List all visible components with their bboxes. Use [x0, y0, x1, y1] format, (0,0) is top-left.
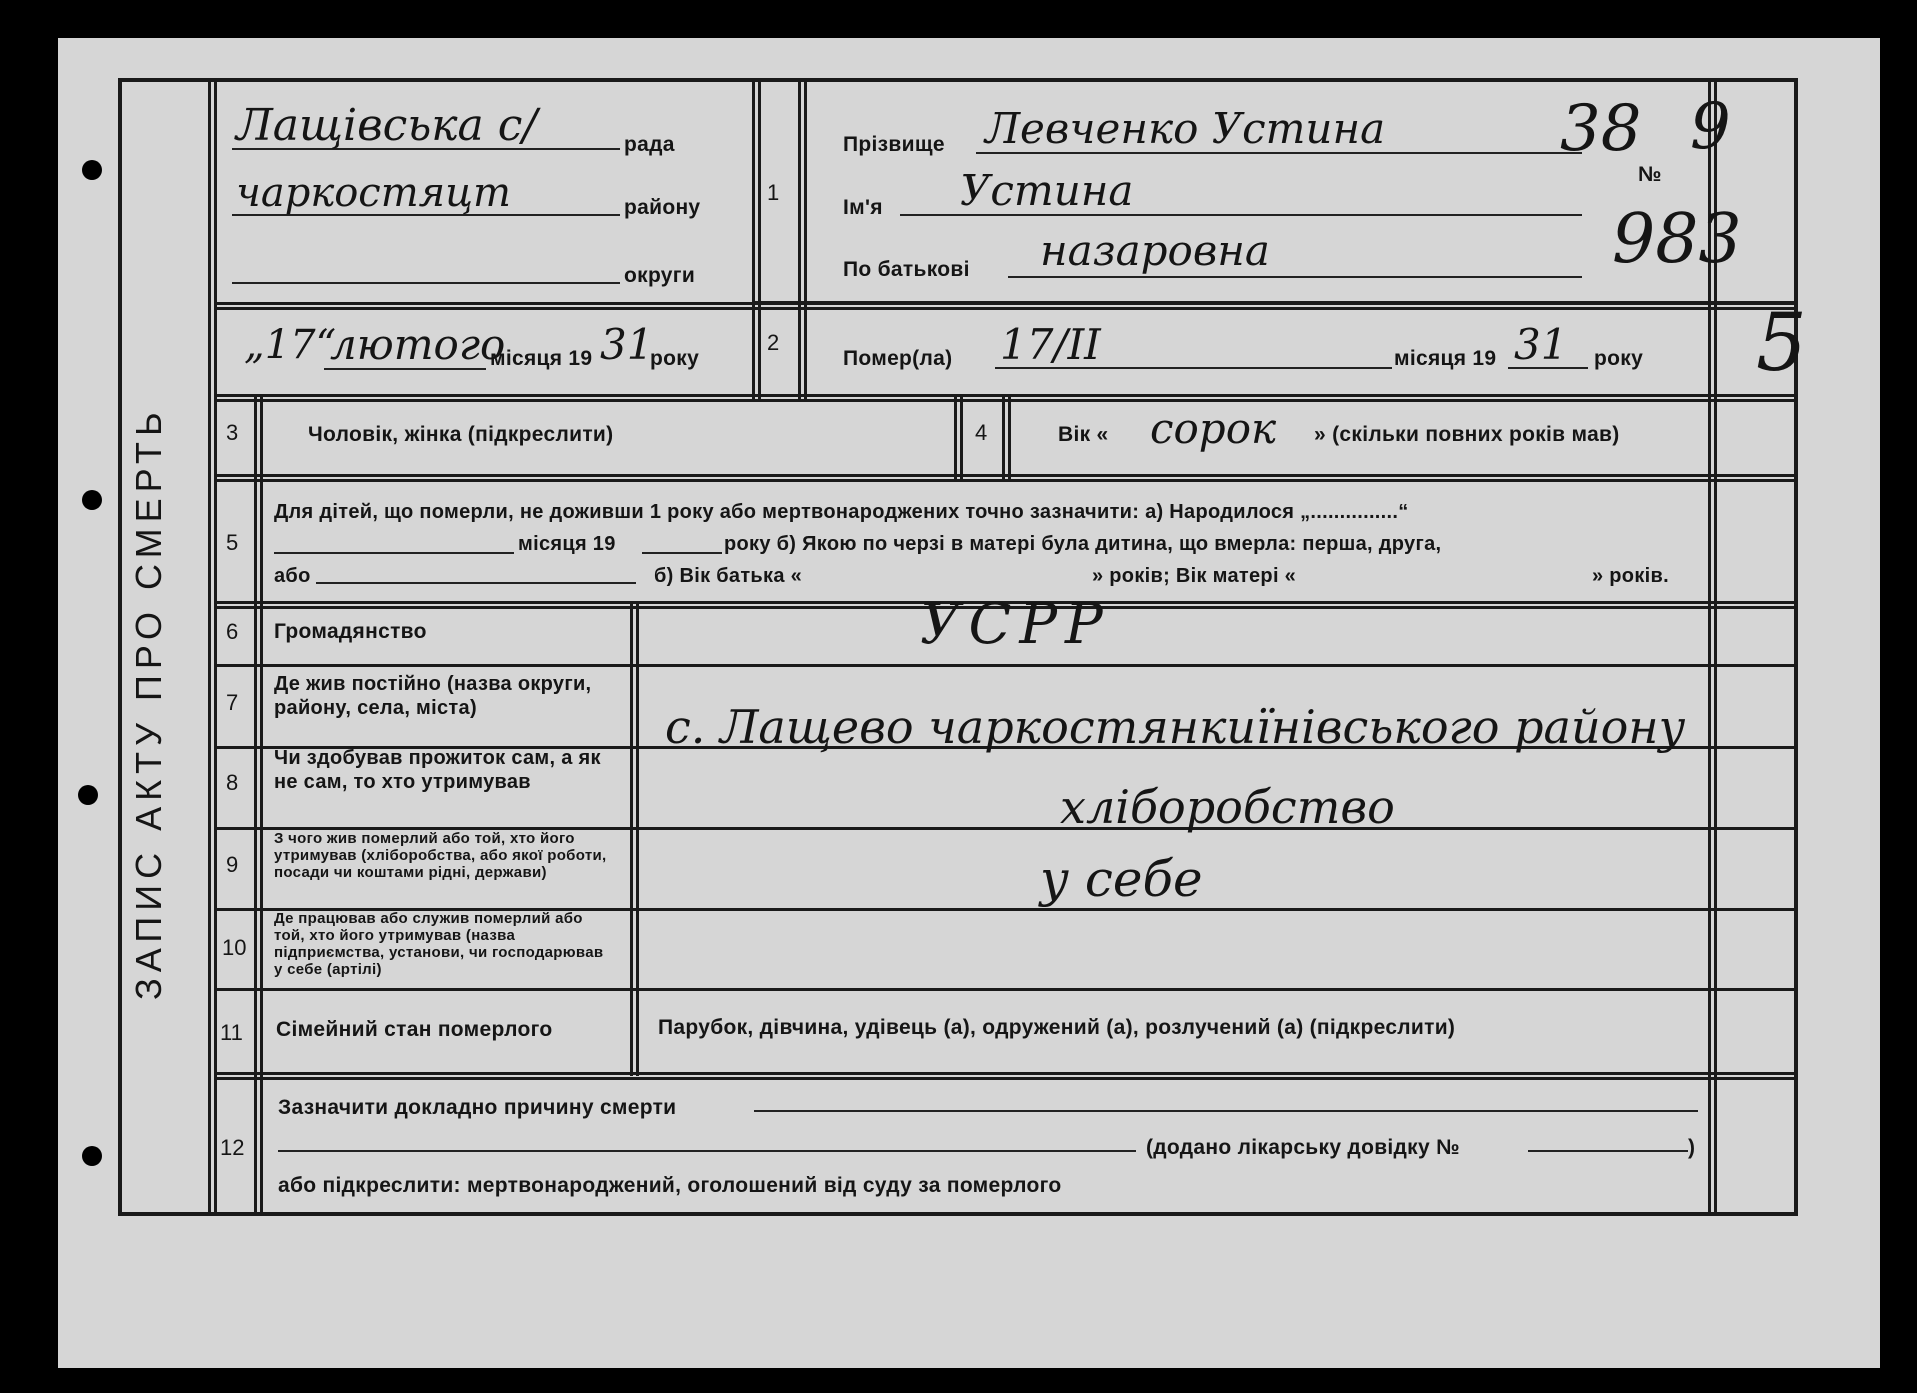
- okruh-label: округи: [624, 264, 696, 287]
- infant-line-3a: або: [274, 565, 311, 587]
- died-value: 17/II: [1000, 320, 1101, 369]
- punch-hole: [78, 785, 98, 805]
- row-number: 7: [226, 690, 239, 715]
- rada-value: Лащівська с/: [236, 100, 538, 151]
- surname-label: Прізвище: [843, 133, 945, 156]
- marital-status-label: Сімейний стан померлого: [276, 1018, 553, 1041]
- rayon-value: чаркостяцт: [236, 170, 511, 216]
- date-month-label: місяця 19: [490, 347, 593, 370]
- citizenship-label: Громадянство: [274, 620, 427, 643]
- rada-label: рада: [624, 133, 675, 156]
- row-number: 4: [975, 420, 988, 445]
- row-number: 1: [767, 180, 780, 205]
- row-number: 10: [222, 935, 247, 960]
- row-number: 6: [226, 619, 239, 644]
- row-number: 8: [226, 770, 239, 795]
- punch-hole: [82, 160, 102, 180]
- patronymic-label: По батькові: [843, 258, 970, 281]
- row-number: 9: [226, 852, 239, 877]
- infant-line-3c: » років; Вік матері «: [1092, 565, 1297, 587]
- record-number-label: №: [1638, 163, 1662, 186]
- date-year-label: року: [650, 347, 700, 370]
- row-number: 2: [767, 330, 780, 355]
- punch-hole: [82, 490, 102, 510]
- margin-note-38: 38: [1560, 92, 1642, 166]
- citizenship-value: УСРР: [920, 592, 1111, 657]
- residence-value: с. Лащево чаркостянкиїнівського району: [665, 700, 1686, 754]
- marital-status-options: Парубок, дівчина, удівець (а), одружений (а), розлучений (а) (підкреслити): [658, 1016, 1456, 1039]
- infant-line-1: Для дітей, що померли, не доживши 1 року або мертвонароджених точно зазначити: а) Народилося „...............“: [274, 501, 1409, 523]
- age-label-prefix: Вік «: [1058, 423, 1109, 446]
- row-number: 11: [220, 1020, 243, 1045]
- age-value: сорок: [1150, 404, 1277, 453]
- died-month-label: місяця 19: [1394, 347, 1497, 370]
- row-number: 5: [226, 530, 239, 555]
- name-label: Ім'я: [843, 196, 883, 219]
- infant-line-2b: року б) Якою по черзі в матері була дитина, що вмерла: перша, друга,: [724, 533, 1442, 555]
- residence-label: Де жив постійно (назва округи, району, села, міста): [274, 673, 592, 719]
- age-label-suffix: » (скільки повних років мав): [1314, 423, 1620, 446]
- sex-label: Чоловік, жінка (підкреслити): [308, 423, 614, 446]
- margin-note-5: 5: [1756, 296, 1807, 389]
- died-year-value: 31: [1514, 320, 1568, 369]
- surname-value: Левченко Устина: [985, 104, 1386, 153]
- workplace-label: Де працював або служив померлий або той, хто його утримував (назва підприємства, установи, чи господарював у себе (артілі): [274, 910, 604, 978]
- death-date-day: „17“: [244, 322, 337, 368]
- row-number: 12: [220, 1135, 245, 1160]
- stillborn-options: або підкреслити: мертвонароджений, оголошений від суду за померлого: [278, 1174, 1062, 1197]
- infant-line-2a: місяця 19: [518, 533, 616, 555]
- margin-note-983: 983: [1612, 200, 1742, 279]
- income-source-value: у себе: [1040, 850, 1203, 908]
- died-label: Помер(ла): [843, 347, 953, 370]
- medical-certificate-close: ): [1688, 1136, 1696, 1159]
- livelihood-label: Чи здобував прожиток сам, а як не сам, то хто утримував: [274, 747, 601, 793]
- livelihood-value: хліборобство: [1060, 780, 1395, 834]
- cause-of-death-label: Зазначити докладно причину смерти: [278, 1096, 677, 1119]
- side-title: ЗАПИС АКТУ ПРО СМЕРТЬ: [128, 406, 169, 1000]
- punch-hole: [82, 1146, 102, 1166]
- row-number: 3: [226, 420, 239, 445]
- income-source-label: З чого жив померлий або той, хто його утримував (хліборобства, або якої роботи, посади чи коштами рідні, держави): [274, 830, 607, 881]
- rayon-label: району: [624, 196, 701, 219]
- died-year-label: року: [1594, 347, 1644, 370]
- death-date-month: лютого: [330, 320, 506, 369]
- medical-certificate-label: (додано лікарську довідку №: [1146, 1136, 1460, 1159]
- infant-line-3b: б) Вік батька «: [654, 565, 803, 587]
- infant-line-3d: » років.: [1592, 565, 1669, 587]
- patronymic-value: назаровна: [1040, 226, 1270, 275]
- death-date-year: 31: [600, 320, 654, 369]
- record-number-value: 9: [1690, 90, 1731, 164]
- name-value: Устина: [960, 166, 1134, 215]
